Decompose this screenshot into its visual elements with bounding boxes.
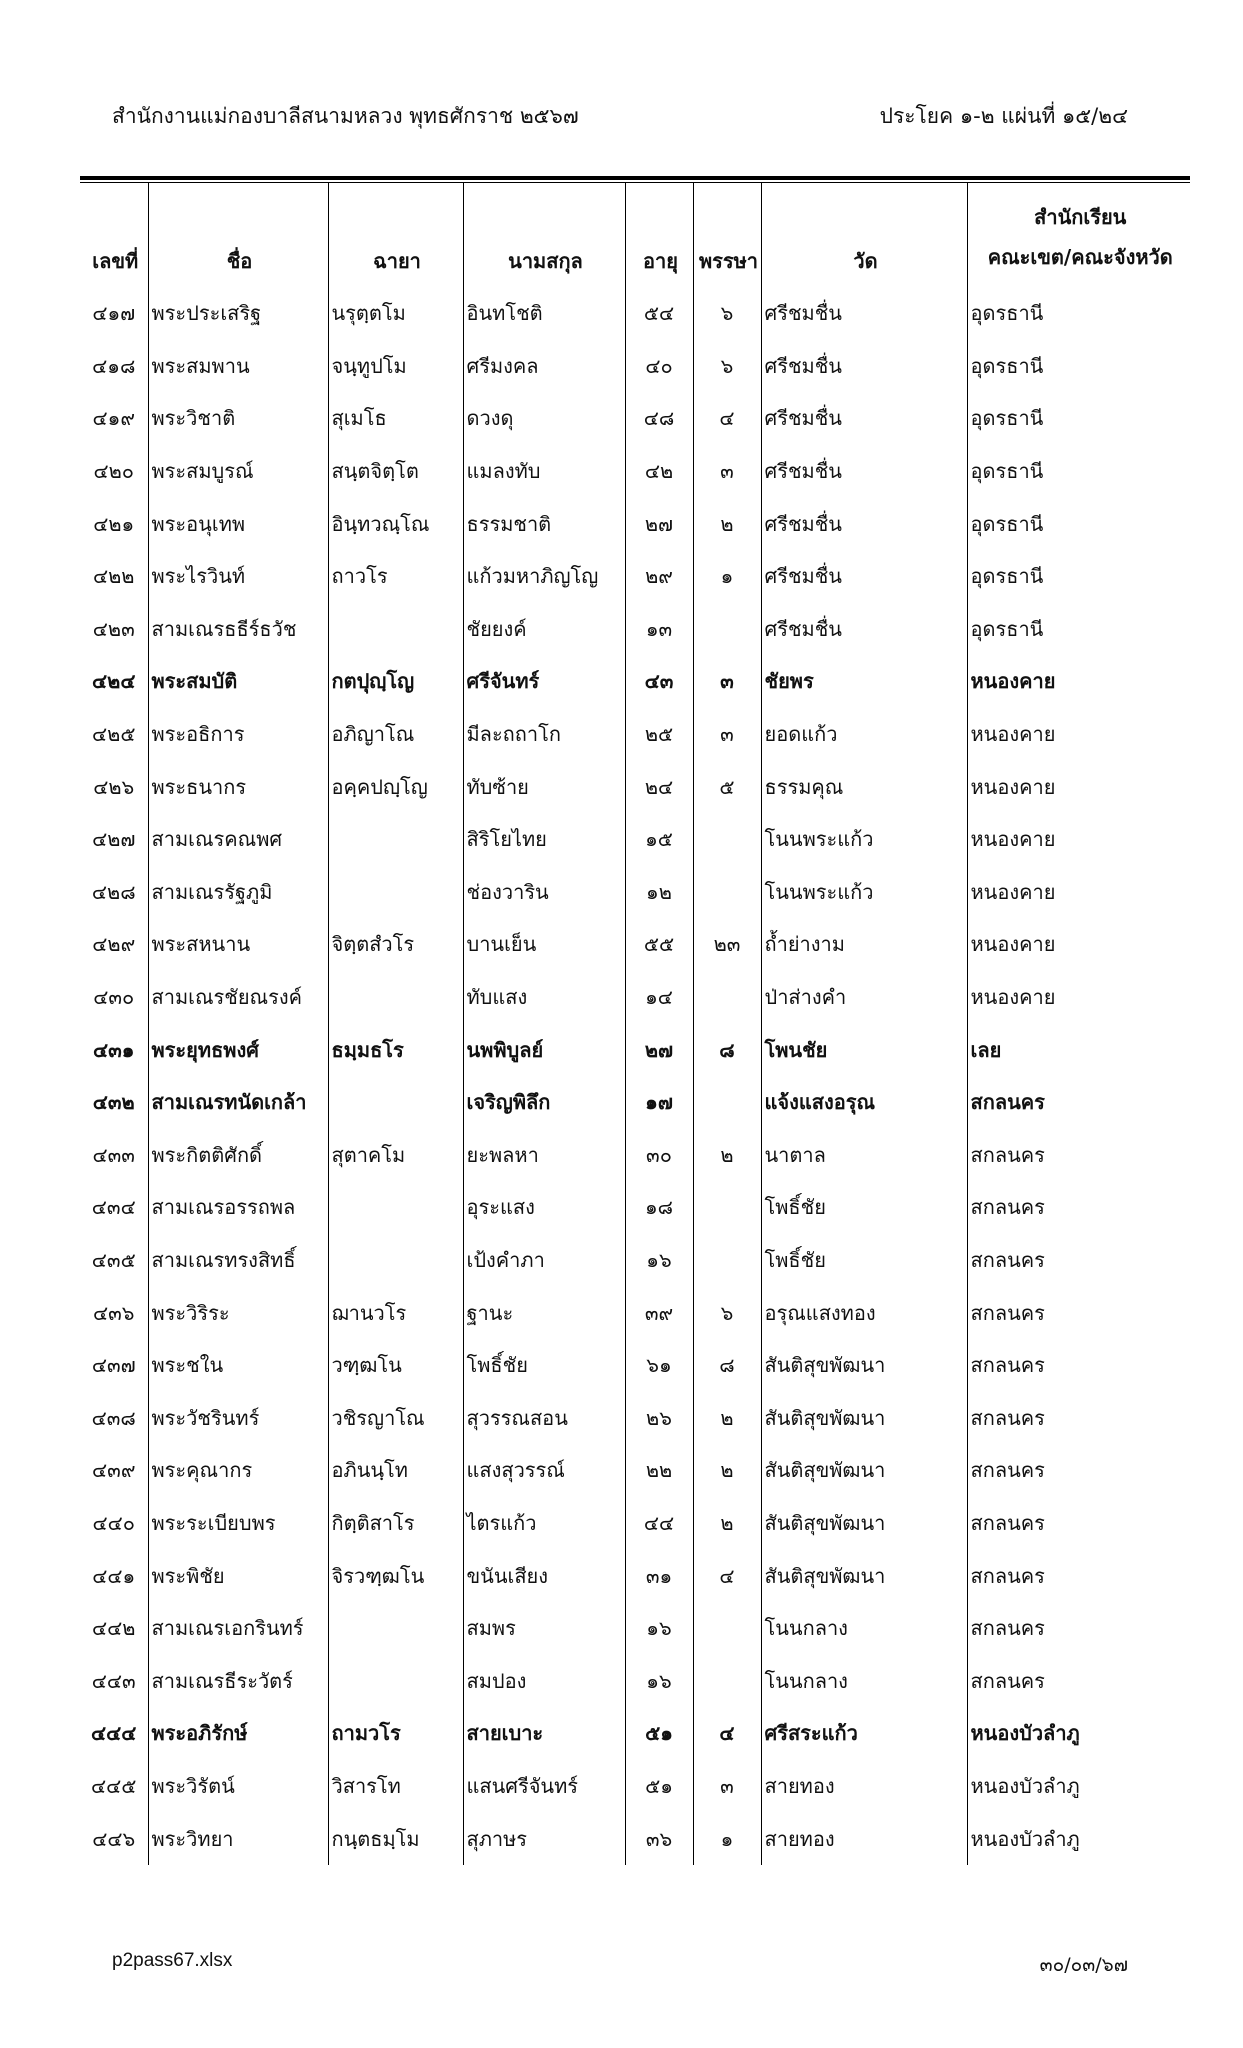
- cell-age: ๕๕: [625, 918, 693, 971]
- cell-age: ๒๗: [625, 497, 693, 550]
- cell-temple: โนนกลาง: [761, 1602, 967, 1655]
- cell-surname: แสงสุวรรณ์: [463, 1444, 625, 1497]
- cell-vassa: ๒: [693, 1444, 761, 1497]
- cell-surname: สิริโยไทย: [463, 813, 625, 866]
- cell-school: สกลนคร: [967, 1286, 1190, 1339]
- cell-chaya: จนฺทูปโม: [328, 340, 463, 393]
- cell-surname: สมพร: [463, 1602, 625, 1655]
- cell-surname: อุระแสง: [463, 1181, 625, 1234]
- cell-age: ๒๔: [625, 760, 693, 813]
- cell-temple: สันติสุขพัฒนา: [761, 1497, 967, 1550]
- col-header-temple: วัด: [761, 183, 967, 287]
- cell-no: ๔๓๑: [92, 1037, 135, 1062]
- cell-chaya: นรุตฺตโม: [328, 287, 463, 340]
- results-table-container: [80, 176, 1190, 1865]
- cell-name: พระวิริระ: [148, 1286, 328, 1339]
- cell-chaya: [328, 813, 463, 866]
- cell-age: ๓๙: [625, 1286, 693, 1339]
- cell-temple: โพนชัย: [761, 1023, 967, 1076]
- cell-vassa: ๒: [693, 1129, 761, 1182]
- cell-school: อุดรธานี: [967, 497, 1190, 550]
- cell-school: หนองคาย: [967, 813, 1190, 866]
- cell-school: หนองคาย: [967, 918, 1190, 971]
- cell-surname: ฐานะ: [463, 1286, 625, 1339]
- cell-no: ๔๓๘: [91, 1405, 136, 1430]
- cell-surname: เป้งคำภา: [463, 1234, 625, 1287]
- cell-name: สามเณรรัฐภูมิ: [148, 866, 328, 919]
- cell-chaya: อภินนฺโท: [328, 1444, 463, 1497]
- cell-school: หนองบัวลำภู: [967, 1812, 1190, 1865]
- cell-no: ๔๔๖: [92, 1826, 136, 1851]
- cell-name: พระอธิการ: [148, 708, 328, 761]
- cell-age: ๓๖: [625, 1812, 693, 1865]
- cell-no: ๔๑๘: [92, 353, 136, 378]
- cell-temple: ศรีชมชื่น: [761, 287, 967, 340]
- cell-age: ๑๖: [625, 1654, 693, 1707]
- cell-no: ๔๒๕: [92, 722, 136, 747]
- table-row: [80, 497, 1190, 550]
- table-row: [80, 1654, 1190, 1707]
- cell-name: พระชใน: [148, 1339, 328, 1392]
- cell-school: สกลนคร: [967, 1129, 1190, 1182]
- cell-chaya: [328, 971, 463, 1024]
- cell-chaya: สุเมโธ: [328, 392, 463, 445]
- table-row: [80, 1076, 1190, 1129]
- cell-no: ๔๓๖: [92, 1300, 135, 1325]
- cell-name: สามเณรทรงสิทธิ์: [148, 1234, 328, 1287]
- cell-temple: ศรีชมชื่น: [761, 603, 967, 656]
- cell-no: ๔๔๕: [91, 1773, 137, 1798]
- page-header-office: สำนักงานแม่กองบาลีสนามหลวง พุทธศักราช ๒๕๖๗: [112, 104, 579, 128]
- cell-temple: ป่าส่างคำ: [761, 971, 967, 1024]
- cell-name: พระอภิรักษ์: [148, 1707, 328, 1760]
- cell-chaya: อภิญาโณ: [328, 708, 463, 761]
- cell-temple: ศรีชมชื่น: [761, 550, 967, 603]
- cell-no: ๔๔๓: [91, 1668, 136, 1693]
- cell-vassa: ๖: [693, 287, 761, 340]
- cell-surname: แสนศรีจันทร์: [463, 1760, 625, 1813]
- cell-age: ๕๔: [625, 287, 693, 340]
- table-row: [80, 655, 1190, 708]
- cell-surname: นพพิบูลย์: [463, 1023, 625, 1076]
- cell-chaya: วชิรญาโณ: [328, 1391, 463, 1444]
- cell-vassa: ๒: [693, 1497, 761, 1550]
- cell-name: พระพิชัย: [148, 1549, 328, 1602]
- cell-temple: โพธิ์ชัย: [761, 1181, 967, 1234]
- cell-temple: โนนพระแก้ว: [761, 813, 967, 866]
- results-table: [80, 183, 1190, 1865]
- cell-chaya: [328, 1076, 463, 1129]
- cell-name: พระสมบัติ: [148, 655, 328, 708]
- table-row: [80, 1391, 1190, 1444]
- cell-temple: สันติสุขพัฒนา: [761, 1339, 967, 1392]
- cell-name: พระวิชาติ: [148, 392, 328, 445]
- cell-vassa: ๔: [693, 1707, 761, 1760]
- table-row: [80, 1234, 1190, 1287]
- cell-surname: สุวรรณสอน: [463, 1391, 625, 1444]
- cell-school: เลย: [967, 1023, 1190, 1076]
- cell-surname: เจริญพิลึก: [463, 1076, 625, 1129]
- cell-chaya: วฑฺฒโน: [328, 1339, 463, 1392]
- cell-age: ๒๖: [625, 1391, 693, 1444]
- table-row: [80, 1023, 1190, 1076]
- cell-age: ๒๙: [625, 550, 693, 603]
- table-row: [80, 1707, 1190, 1760]
- cell-age: ๑๖: [625, 1234, 693, 1287]
- table-row: [80, 1497, 1190, 1550]
- cell-vassa: ๘: [693, 1339, 761, 1392]
- cell-school: สกลนคร: [967, 1234, 1190, 1287]
- table-row: [80, 918, 1190, 971]
- cell-name: พระยุทธพงศ์: [148, 1023, 328, 1076]
- cell-age: ๖๑: [625, 1339, 693, 1392]
- table-row: [80, 1549, 1190, 1602]
- cell-temple: สายทอง: [761, 1812, 967, 1865]
- cell-surname: ไตรแก้ว: [463, 1497, 625, 1550]
- cell-vassa: [693, 1602, 761, 1655]
- cell-age: ๒๒: [625, 1444, 693, 1497]
- col-header-age: อายุ: [625, 183, 693, 287]
- cell-surname: แมลงทับ: [463, 445, 625, 498]
- cell-no: ๔๔๔: [91, 1721, 137, 1746]
- cell-surname: ดวงดุ: [463, 392, 625, 445]
- col-header-school: [967, 183, 1190, 287]
- cell-no: ๔๒๓: [92, 616, 135, 641]
- cell-age: ๒๕: [625, 708, 693, 761]
- cell-surname: ทับซ้าย: [463, 760, 625, 813]
- cell-school: สกลนคร: [967, 1181, 1190, 1234]
- cell-chaya: สุตาคโม: [328, 1129, 463, 1182]
- cell-temple: ชัยพร: [761, 655, 967, 708]
- cell-temple: สันติสุขพัฒนา: [761, 1549, 967, 1602]
- col-header-vassa: พรรษา: [693, 183, 761, 287]
- footer-date: ๓๐/๐๓/๖๗: [1039, 1954, 1128, 1976]
- cell-no: ๔๒๖: [93, 774, 135, 799]
- cell-school: อุดรธานี: [967, 340, 1190, 393]
- cell-no: ๔๒๒: [92, 564, 135, 589]
- cell-chaya: กนฺตธมฺโม: [328, 1812, 463, 1865]
- cell-no: ๔๒๙: [92, 932, 136, 957]
- cell-surname: ทับแสง: [463, 971, 625, 1024]
- table-row: [80, 1286, 1190, 1339]
- cell-vassa: ๓: [693, 1760, 761, 1813]
- cell-name: สามเณรธีระวัตร์: [148, 1654, 328, 1707]
- cell-no: ๔๓๒: [92, 1090, 135, 1115]
- cell-school: อุดรธานี: [967, 392, 1190, 445]
- cell-no: ๔๓๗: [91, 1353, 136, 1378]
- cell-school: หนองคาย: [967, 971, 1190, 1024]
- cell-school: สกลนคร: [967, 1549, 1190, 1602]
- cell-chaya: จิรวฑฺฒโน: [328, 1549, 463, 1602]
- cell-temple: ศรีชมชื่น: [761, 340, 967, 393]
- cell-surname: สายเบาะ: [463, 1707, 625, 1760]
- table-row: [80, 708, 1190, 761]
- cell-temple: สันติสุขพัฒนา: [761, 1444, 967, 1497]
- cell-chaya: ถาวโร: [328, 550, 463, 603]
- cell-vassa: ๑: [693, 1812, 761, 1865]
- cell-vassa: [693, 971, 761, 1024]
- cell-name: พระวัชรินทร์: [148, 1391, 328, 1444]
- cell-school: หนองคาย: [967, 655, 1190, 708]
- cell-no: ๔๓๐: [93, 985, 135, 1010]
- cell-age: ๑๓: [625, 603, 693, 656]
- cell-surname: โพธิ์ชัย: [463, 1339, 625, 1392]
- cell-temple: ธรรมคุณ: [761, 760, 967, 813]
- table-row: [80, 1181, 1190, 1234]
- cell-chaya: [328, 603, 463, 656]
- cell-temple: โนนกลาง: [761, 1654, 967, 1707]
- cell-vassa: ๓: [693, 445, 761, 498]
- cell-surname: ศรีมงคล: [463, 340, 625, 393]
- cell-name: สามเณรอรรถพล: [148, 1181, 328, 1234]
- col-header-surname: นามสกุล: [463, 183, 625, 287]
- cell-chaya: [328, 1654, 463, 1707]
- cell-no: ๔๒๑: [93, 511, 135, 536]
- cell-age: ๑๕: [625, 813, 693, 866]
- cell-no: ๔๒๗: [92, 827, 136, 852]
- table-row: [80, 813, 1190, 866]
- cell-name: สามเณรธธีร์ธวัช: [148, 603, 328, 656]
- cell-name: พระไรวินท์: [148, 550, 328, 603]
- cell-no: ๔๓๔: [91, 1195, 136, 1220]
- cell-surname: สมปอง: [463, 1654, 625, 1707]
- cell-school: สกลนคร: [967, 1076, 1190, 1129]
- table-row: [80, 1444, 1190, 1497]
- cell-age: ๕๑: [625, 1760, 693, 1813]
- cell-temple: สายทอง: [761, 1760, 967, 1813]
- cell-name: สามเณรคณพศ: [148, 813, 328, 866]
- cell-temple: โนนพระแก้ว: [761, 866, 967, 919]
- cell-temple: ยอดแก้ว: [761, 708, 967, 761]
- cell-no: ๔๓๓: [92, 1142, 135, 1167]
- cell-chaya: [328, 1181, 463, 1234]
- cell-age: ๑๔: [625, 971, 693, 1024]
- cell-vassa: [693, 1234, 761, 1287]
- table-top-rule: [80, 176, 1190, 180]
- table-row: [80, 287, 1190, 340]
- cell-vassa: ๓: [693, 708, 761, 761]
- cell-temple: อรุณแสงทอง: [761, 1286, 967, 1339]
- table-row: [80, 1812, 1190, 1865]
- cell-name: พระกิตติศักดิ์: [148, 1129, 328, 1182]
- cell-school: หนองบัวลำภู: [967, 1707, 1190, 1760]
- cell-vassa: ๔: [693, 392, 761, 445]
- footer-filename: p2pass67.xlsx: [112, 1950, 233, 1971]
- cell-vassa: [693, 813, 761, 866]
- table-row: [80, 866, 1190, 919]
- cell-temple: ศรีชมชื่น: [761, 445, 967, 498]
- cell-vassa: ๔: [693, 1549, 761, 1602]
- cell-school: สกลนคร: [967, 1602, 1190, 1655]
- cell-school: หนองคาย: [967, 708, 1190, 761]
- cell-age: ๒๗: [625, 1023, 693, 1076]
- cell-name: พระสมพาน: [148, 340, 328, 393]
- cell-no: ๔๒๔: [92, 669, 136, 694]
- table-body: [80, 287, 1190, 1865]
- cell-name: พระคุณากร: [148, 1444, 328, 1497]
- cell-chaya: กิตฺติสาโร: [328, 1497, 463, 1550]
- table-row: [80, 392, 1190, 445]
- cell-vassa: [693, 1654, 761, 1707]
- cell-vassa: ๑: [693, 550, 761, 603]
- cell-vassa: ๒: [693, 1391, 761, 1444]
- cell-no: ๔๓๕: [91, 1247, 136, 1272]
- cell-surname: ช่องวาริน: [463, 866, 625, 919]
- cell-surname: ยะพลหา: [463, 1129, 625, 1182]
- cell-no: ๔๔๑: [92, 1563, 136, 1588]
- cell-school: สกลนคร: [967, 1654, 1190, 1707]
- cell-vassa: ๓: [693, 655, 761, 708]
- cell-name: สามเณรชัยณรงค์: [148, 971, 328, 1024]
- page-header-sheet-number: ประโยค ๑-๒ แผ่นที่ ๑๕/๒๔: [879, 104, 1128, 128]
- cell-vassa: ๒: [693, 497, 761, 550]
- table-row: [80, 1129, 1190, 1182]
- cell-name: พระวิรัตน์: [148, 1760, 328, 1813]
- cell-chaya: อคฺคปญฺโญ: [328, 760, 463, 813]
- cell-name: สามเณรทนัดเกล้า: [148, 1076, 328, 1129]
- cell-age: ๔๒: [625, 445, 693, 498]
- cell-school: สกลนคร: [967, 1497, 1190, 1550]
- cell-school: หนองบัวลำภู: [967, 1760, 1190, 1813]
- cell-age: ๔๐: [625, 340, 693, 393]
- cell-school: อุดรธานี: [967, 445, 1190, 498]
- cell-name: พระระเบียบพร: [148, 1497, 328, 1550]
- cell-surname: มีละถถาโก: [463, 708, 625, 761]
- cell-chaya: อินฺทวณฺโณ: [328, 497, 463, 550]
- table-row: [80, 971, 1190, 1024]
- cell-school: สกลนคร: [967, 1444, 1190, 1497]
- cell-no: ๔๓๙: [92, 1458, 136, 1483]
- cell-age: ๔๔: [625, 1497, 693, 1550]
- cell-age: ๑๒: [625, 866, 693, 919]
- cell-chaya: [328, 1234, 463, 1287]
- cell-temple: ศรีชมชื่น: [761, 497, 967, 550]
- cell-surname: แก้วมหาภิญโญ: [463, 550, 625, 603]
- cell-chaya: ฌานวโร: [328, 1286, 463, 1339]
- cell-school: อุดรธานี: [967, 603, 1190, 656]
- cell-vassa: [693, 1181, 761, 1234]
- cell-name: พระประเสริฐ: [148, 287, 328, 340]
- cell-chaya: จิตฺตสํวโร: [328, 918, 463, 971]
- col-header-chaya: ฉายา: [328, 183, 463, 287]
- table-row: [80, 1339, 1190, 1392]
- cell-chaya: กตปุญฺโญ: [328, 655, 463, 708]
- cell-temple: ถ้ำย่างาม: [761, 918, 967, 971]
- cell-no: ๔๒๐: [93, 459, 135, 484]
- cell-name: พระสหนาน: [148, 918, 328, 971]
- cell-no: ๔๒๘: [91, 879, 136, 904]
- cell-school: หนองคาย: [967, 866, 1190, 919]
- table-header-row: [80, 183, 1190, 287]
- cell-temple: ศรีสระแก้ว: [761, 1707, 967, 1760]
- cell-no: ๔๑๗: [92, 301, 136, 326]
- cell-age: ๔๘: [625, 392, 693, 445]
- cell-age: ๑๖: [625, 1602, 693, 1655]
- cell-school: อุดรธานี: [967, 550, 1190, 603]
- cell-temple: โพธิ์ชัย: [761, 1234, 967, 1287]
- cell-name: สามเณรเอกรินทร์: [148, 1602, 328, 1655]
- cell-age: ๔๓: [625, 655, 693, 708]
- cell-temple: สันติสุขพัฒนา: [761, 1391, 967, 1444]
- cell-surname: ขนันเสียง: [463, 1549, 625, 1602]
- table-row: [80, 340, 1190, 393]
- cell-temple: แจ้งแสงอรุณ: [761, 1076, 967, 1129]
- col-header-school-line2: คณะเขต/คณะจังหวัด: [987, 245, 1173, 269]
- col-header-no: เลขที่: [92, 249, 139, 273]
- table-row: [80, 603, 1190, 656]
- col-header-school-line1: สำนักเรียน: [1034, 205, 1127, 229]
- cell-chaya: [328, 1602, 463, 1655]
- cell-chaya: สนฺตจิตฺโต: [328, 445, 463, 498]
- cell-vassa: ๖: [693, 1286, 761, 1339]
- cell-vassa: [693, 603, 761, 656]
- cell-surname: ชัยยงค์: [463, 603, 625, 656]
- cell-vassa: [693, 866, 761, 919]
- cell-no: ๔๑๙: [92, 406, 135, 431]
- cell-chaya: ธมฺมธโร: [328, 1023, 463, 1076]
- table-row: [80, 1760, 1190, 1813]
- cell-vassa: [693, 1076, 761, 1129]
- table-row: [80, 550, 1190, 603]
- cell-temple: ศรีชมชื่น: [761, 392, 967, 445]
- cell-age: ๑๗: [625, 1076, 693, 1129]
- cell-no: ๔๔๒: [92, 1616, 136, 1641]
- cell-school: หนองคาย: [967, 760, 1190, 813]
- cell-age: ๑๘: [625, 1181, 693, 1234]
- cell-age: ๕๑: [625, 1707, 693, 1760]
- cell-temple: นาตาล: [761, 1129, 967, 1182]
- cell-age: ๓๐: [625, 1129, 693, 1182]
- cell-vassa: ๘: [693, 1023, 761, 1076]
- table-row: [80, 445, 1190, 498]
- cell-name: พระธนากร: [148, 760, 328, 813]
- cell-vassa: ๒๓: [693, 918, 761, 971]
- col-header-name: ชื่อ: [148, 183, 328, 287]
- cell-vassa: ๖: [693, 340, 761, 393]
- cell-surname: สุภาษร: [463, 1812, 625, 1865]
- cell-school: สกลนคร: [967, 1339, 1190, 1392]
- table-row: [80, 760, 1190, 813]
- cell-vassa: ๕: [693, 760, 761, 813]
- cell-surname: บานเย็น: [463, 918, 625, 971]
- cell-name: พระอนุเทพ: [148, 497, 328, 550]
- cell-chaya: [328, 866, 463, 919]
- cell-surname: อินทโชติ: [463, 287, 625, 340]
- cell-surname: ธรรมชาติ: [463, 497, 625, 550]
- cell-school: สกลนคร: [967, 1391, 1190, 1444]
- cell-chaya: วิสารโท: [328, 1760, 463, 1813]
- cell-chaya: ถามวโร: [328, 1707, 463, 1760]
- cell-surname: ศรีจันทร์: [463, 655, 625, 708]
- cell-name: พระสมบูรณ์: [148, 445, 328, 498]
- table-row: [80, 1602, 1190, 1655]
- cell-name: พระวิทยา: [148, 1812, 328, 1865]
- cell-school: อุดรธานี: [967, 287, 1190, 340]
- cell-age: ๓๑: [625, 1549, 693, 1602]
- cell-no: ๔๔๐: [92, 1510, 135, 1535]
